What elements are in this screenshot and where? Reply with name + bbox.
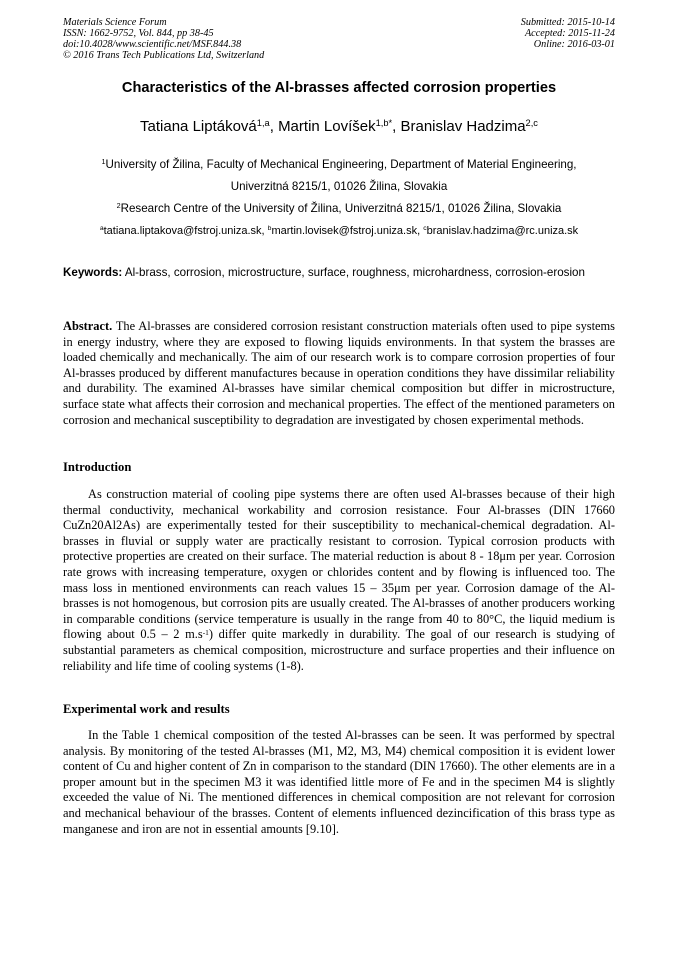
author-emails	[55, 220, 623, 242]
author-list	[63, 117, 615, 137]
email-link[interactable]: martin.lovisek@fstroj.uniza.sk,	[271, 225, 424, 237]
keywords-label: Keywords:	[63, 266, 123, 279]
affiliation-1	[63, 154, 615, 198]
affiliation-text: Univerzitná 8215/1, 01026 Žilina, Slovakia	[230, 180, 448, 193]
email-sup: b	[267, 225, 272, 233]
author-affiliation-sup: 1,b*	[375, 117, 393, 128]
affiliation-2	[63, 198, 615, 220]
online-date: Online: 2016-03-01	[533, 39, 615, 50]
email-link[interactable]: branislav.hadzima@rc.uniza.sk	[426, 225, 579, 237]
unit-exponent: -1	[202, 627, 209, 637]
abstract	[63, 319, 615, 428]
email-link[interactable]: tatiana.liptakova@fstroj.uniza.sk,	[103, 225, 268, 237]
experimental-paragraph: In the Table 1 chemical composition of the tested Al-brasses can be seen. It was performed by spectral analysis. By monitoring of the tested Al-brasses (M1, M2, M3, M4) chemical composition it is evident lower content of Cu and higher content of Zn in comparison to the standard (DIN 17660). The other elements are in a proper amount but in the specimen M3 it was identified little more of Fe and in the specimen M4 is slightly exceeded the value of Ni. The mentioned differences in chemical composition are not relevant for corrosion and mechanical behaviour of the brasses. Content of elements influenced dezincification of this brass type as manganese and iron are not in essential amounts [9.10].	[63, 728, 615, 836]
affiliation-text: Research Centre of the University of Žilina, Univerzitná 8215/1, 01026 Žilina, Slovakia	[120, 202, 562, 215]
abstract-text: The Al-brasses are considered corrosion resistant construction materials often used to pipe systems in energy industry, where they are exposed to flowing liquids environments. In that system the brasses are loaded chemically and mechanically. The aim of our research work is to compare corrosion properties of four Al-brasses produced by different manufactures because in operation conditions they have dissimilar reliability and durability. The examined Al-brasses have similar chemical composition but differ in microstructure, surface state what affects their corrosion and mechanical properties. The effect of the mentioned parameters on corrosion and mechanical susceptibility to degradation are investigated by chosen experimental methods.	[63, 319, 615, 427]
journal-copyright: © 2016 Trans Tech Publications Ltd, Switzerland	[63, 50, 265, 61]
dates-header	[521, 17, 615, 50]
email-sup: a	[99, 225, 104, 233]
keywords-text: Al-brass, corrosion, microstructure, surface, roughness, microhardness, corrosion-erosion	[122, 266, 585, 279]
journal-doi: doi:10.4028/www.scientific.net/MSF.844.38	[63, 39, 242, 50]
introduction-text: As construction material of cooling pipe systems there are often used Al-brasses because of their high thermal conductivity, mechanical workability and corrosion resistance. Four Al-brasses (DIN 17660 CuZn20Al2As) are experimentally tested for their susceptibility to mechanical-chemical degradation. Al-brasses in fluvial or supply water are practically resistant to corrosion. Typical corrosion products with protective properties are created on their surface. The material reduction is about 8 - 18μm per year. Corrosion rate grows with increasing temperature, oxygen or chlorides content and by flowing is influenced too. The mass loss in mentioned environments can reach values 15 – 35μm per year. Corrosion damage of the Al-brasses is not homogenous, but corrosion pits are usually created. The Al-brasses of another producers working in comparable conditions (service temperature is usually in the range from 40 to 80°C, the liquid medium is flowing about 0.5 – 2 m.s	[63, 487, 615, 642]
author-name: Branislav Hadzima	[400, 118, 526, 135]
section-heading-experimental: Experimental work and results	[63, 702, 230, 716]
abstract-label: Abstract.	[63, 319, 113, 333]
email-sup: c	[423, 225, 427, 233]
author-name: Martin Lovíšek	[278, 118, 376, 135]
author-affiliation-sup: 2,c	[525, 117, 538, 128]
author-affiliation-sup: 1,a	[256, 117, 270, 128]
submitted-date: Submitted: 2015-10-14	[520, 17, 615, 28]
author-name: Tatiana Liptáková	[140, 118, 257, 135]
author-separator: ,	[392, 118, 401, 135]
paper-title: Characteristics of the Al-brasses affected corrosion properties	[121, 80, 557, 96]
section-heading-introduction: Introduction	[63, 460, 132, 474]
journal-name: Materials Science Forum	[63, 17, 167, 28]
journal-issn: ISSN: 1662-9752, Vol. 844, pp 38-45	[63, 28, 214, 39]
keywords	[63, 266, 615, 280]
affiliation-sup: 1	[101, 157, 106, 167]
author-separator: ,	[269, 118, 279, 135]
journal-header	[63, 17, 264, 61]
affiliation-sup: 2	[116, 201, 121, 211]
accepted-date: Accepted: 2015-11-24	[524, 28, 615, 39]
introduction-text: ) differ quite markedly in durability. The goal of our research is studying of substantial parameters as chemical composition, microstructure and surface properties and their influence on reliability and life time of cooling systems (1-8).	[63, 627, 615, 673]
affiliation-text: University of Žilina, Faculty of Mechanical Engineering, Department of Material Engineering,	[105, 158, 577, 171]
introduction-paragraph	[63, 487, 615, 674]
